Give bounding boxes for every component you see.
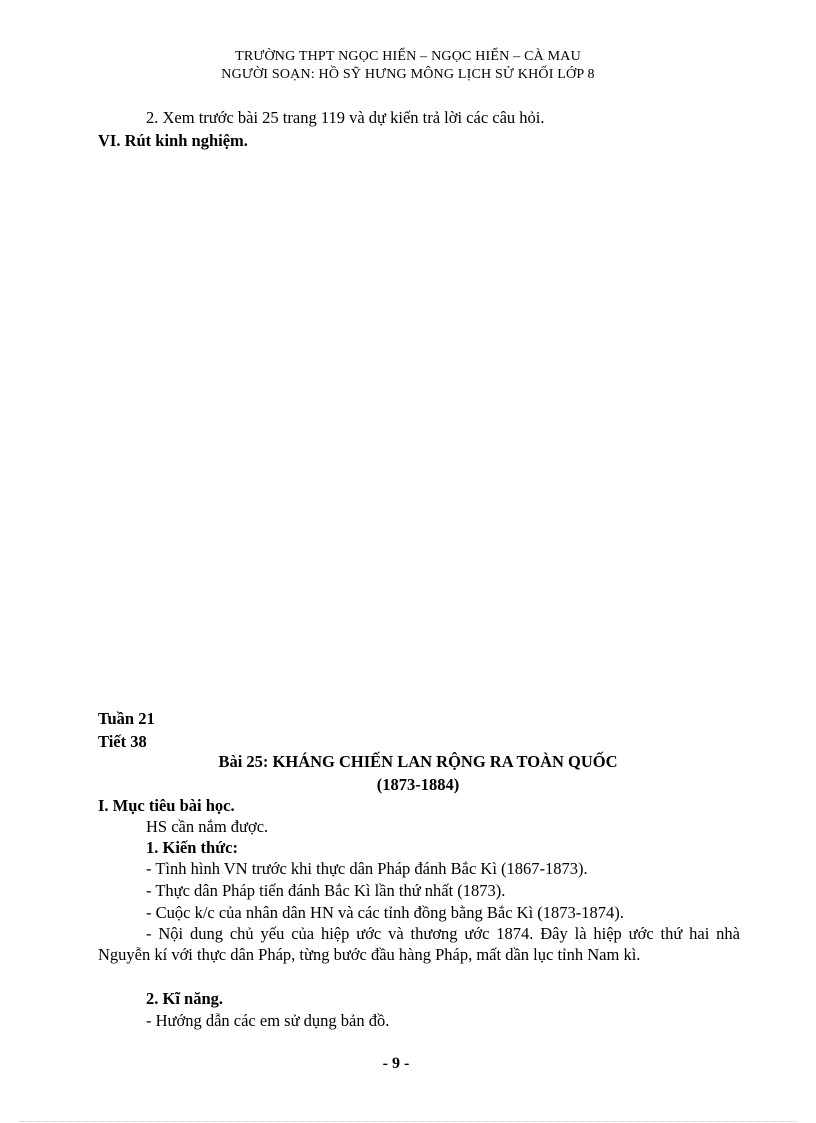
skills-item: - Hướng dẫn các em sử dụng bản đồ. (146, 1011, 390, 1030)
preview-instruction: 2. Xem trước bài 25 trang 119 và dự kiến trả lời các câu hỏi. (146, 108, 545, 127)
week-label: Tuần 21 (98, 709, 155, 728)
knowledge-item: - Tình hình VN trước khi thực dân Pháp đánh Bắc Kì (1867-1873). (146, 859, 588, 878)
knowledge-heading: 1. Kiến thức: (146, 838, 238, 857)
treaty-paragraph: - Nội dung chủ yếu của hiệp ước và thương ước 1874. Đây là hiệp ước thứ hai nhà Nguyễn kí với thực dân Pháp, từng bước đầu hàng Pháp, mất dần lục tỉnh Nam kì. (98, 924, 740, 964)
page-number: - 9 - (382, 1055, 410, 1072)
objectives-intro: HS cần nắm được. (146, 817, 269, 836)
objectives-heading: I. Mục tiêu bài học. (98, 796, 235, 815)
page-bottom-divider (20, 1121, 796, 1122)
experience-heading: VI. Rút kinh nghiệm. (98, 131, 248, 150)
lesson-years: (1873-1884) (376, 775, 460, 794)
knowledge-item: - Cuộc k/c của nhân dân HN và các tỉnh đồng bằng Bắc Kì (1873-1874). (146, 903, 624, 922)
school-header-line: TRƯỜNG THPT NGỌC HIỂN – NGỌC HIỂN – CÀ MAU (235, 49, 581, 64)
author-header-line: NGƯỜI SOẠN: HỒ SỸ HƯNG MÔNG LỊCH SỬ KHỐI LỚP 8 (221, 67, 595, 82)
skills-heading: 2. Kĩ năng. (146, 989, 224, 1008)
period-label: Tiết 38 (98, 732, 147, 751)
knowledge-item: - Thực dân Pháp tiến đánh Bắc Kì lần thứ nhất (1873). (146, 881, 506, 900)
lesson-title: Bài 25: KHÁNG CHIẾN LAN RỘNG RA TOÀN QUỐC (218, 752, 618, 771)
